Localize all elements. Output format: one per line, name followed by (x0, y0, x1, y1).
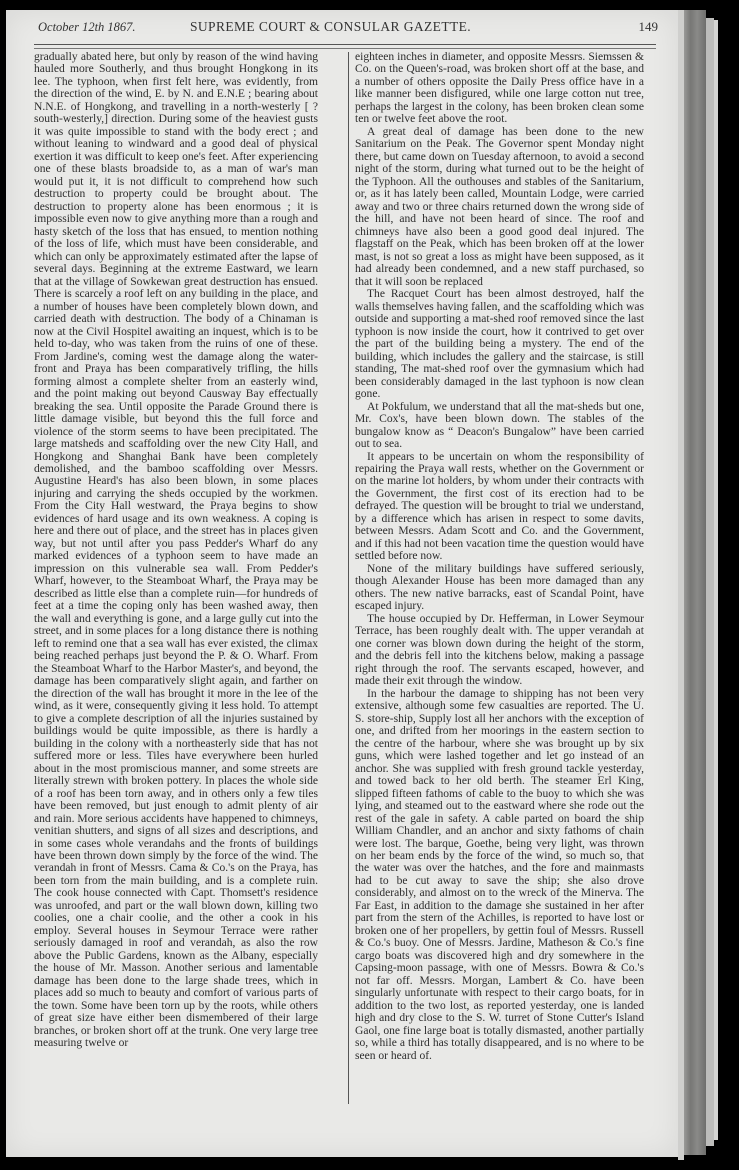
paragraph: In the harbour the damage to shipping has not been very extensive, although some few casualties are reported. The U. S. store-ship, Supply lost all her anchors with the exception of one, and drifted from her moorings in the eastern section to the centre of the harbour, where she was brought up by six guns, which were lashed together and let go instead of an anchor. She was supplied with fresh ground tackle yesterday, and towed back to her old berth. The steamer Erl King, slipped fifteen fathoms of cable to the buoy to which she was lying, and steamed out to the eastward where she rode out the rest of the gale in safety. A cable parted on board the ship William Chandler, and an anchor and sixty fathoms of chain were lost. The barque, Goethe, being very light, was thrown on her beam ends by the force of the wind, so much so, that the water was over the hatches, and the fore and mainmasts had to be cut away to save the ship; she also drove considerably, and almost on to the wreck of the Minerva. The Far East, in addition to the damage she sustained in her after part from the stern of the Achilles, is reported to have lost or broken one of her propellers, by gettin foul of Messrs. Russell & Co.'s buoy. One of Messrs. Jardine, Matheson & Co.'s fine cargo boats was discovered high and dry somewhere in the Capsing-moon passage, with one of Messrs. Bowra & Co.'s not far off. Messrs. Morgan, Lambert & Co. have been singularly unfortunate with respect to their cargo boats, for in addition to the two lost, as reported yesterday, one is landed high and dry close to the S. W. turret of Stone Cutter's Island Gaol, one fine large boat is totally dismasted, another partially so, while a third has totally disappeared, and is no where to be seen or heard of. (355, 687, 644, 1062)
header-rule (34, 44, 656, 45)
page-edge (706, 18, 714, 1146)
paragraph: At Pokfulum, we understand that all the mat-sheds but one, Mr. Cox's, have been blown down. The stables of the bungalow know as “ Deacon's Bungalow” have been carried out to sea. (355, 400, 644, 451)
paragraph: The house occupied by Dr. Hefferman, in Lower Seymour Terrace, has been roughly dealt with. The upper verandah at one corner was blown down during the height of the storm, and the debris fell into the kitchens below, making a passage right through the roof. The servants escaped, however, and made their exit through the window. (355, 612, 644, 688)
page-header (38, 19, 658, 41)
paragraph: eighteen inches in diameter, and opposite Messrs. Siemssen & Co. on the Queen's-road, was broken short off at the base, and a number of others opposite the Daily Press office have in a like manner been disfigured, while one large cotton nut tree, perhaps the largest in the colony, has been broken clean some ten or twelve feet above the root. (355, 51, 644, 126)
paragraph: None of the military buildings have suffered seriously, though Alexander House has been more damaged than any others. The new native barracks, east of Scandal Point, have escaped injury. (355, 562, 644, 613)
paragraph: The Racquet Court has been almost destroyed, half the walls themselves having fallen, and the scaffolding which was outside and supporting a mat-shed roof removed since the last typhoon is now inside the court, how it contrived to get over the part of the building being a mystery. The end of the building, which includes the gallery and the staircase, is still standing, The mat-shed roof over the gymnasium which had been considerably damaged in the last typhoon is now clean gone. (355, 288, 644, 401)
page-number: 149 (638, 19, 658, 34)
header-date: October 12th 1867. (38, 20, 136, 34)
header-title: SUPREME COURT & CONSULAR GAZETTE. (190, 19, 472, 34)
column-divider (348, 52, 349, 1104)
page-edge (714, 20, 718, 1140)
paragraph: It appears to be uncertain on whom the responsibility of repairing the Praya wall rests, whether on the Government or on the marine lot holders, by whom under their contracts with the Government, the first cost of its erection had to be defrayed. The question will be brought to trial we understand, by a difference which has arisen in respect to some davits, between Messrs. Adam Scott and Co. and the Government, and if this had not been vacation time the question would have settled before now. (355, 450, 644, 563)
paragraph: A great deal of damage has been done to the new Sanitarium on the Peak. The Governor spent Monday night there, but came down on Tuesday afternoon, to avoid a second night of the storm, during what turned out to be the height of the Typhoon. All the outhouses and stables of the Sanitarium, or, as it has lately been called, Mountain Lodge, were carried away and two or three chairs returned down the wrong side of the hill, and have not been heard of since. The roof and chimneys have also been a good good deal injured. The flagstaff on the Peak, which has been broken off at the lower mast, is not so great a loss as might have been supposed, as it had already been condemned, and a new staff purchased, so that it will soon be replaced (355, 125, 644, 288)
book-spine-edge (684, 10, 706, 1155)
left-column (34, 51, 318, 1050)
right-column (355, 51, 644, 1062)
paragraph: gradually abated here, but only by reason of the wind having hauled more Southerly, and thus brought Hongkong in its lee. The typhoon, when first felt here, was evidently, from the direction of the wind, E. by N. and E.N.E ; bearing about N.N.E. of Hongkong, and travelling in a north-westerly [ ? south-westerly,] direction. During some of the heaviest gusts it was quite impossible to stand with the body erect ; and without leaning to windward and a good deal of physical exertion it was difficult to keep one's feet. After experiencing one of these blasts broadside to, as a man of war's man would put it, it is not difficult to comprehend how such destruction to property could be brought about. The destruction to property alone has been enormous ; it is impossible even now to give anything more than a rough and hasty sketch of the loss that has ensued, to mention nothing of the loss of life, which must have been considerable, and which can only be approximately estimated after the lapse of several days. Beginning at the extreme Eastward, we learn that at the village of Sowkewan great destruction has ensued. There is scarcely a roof left on any building in the place, and a number of houses have been completely blown down, and carried death with destruction. The body of a Chinaman is now at the Civil Hospitel awaiting an inquest, which is to be held to-day, who was taken from the ruins of one of these. From Jardine's, coming west the damage along the water-front and Praya has been comparatively trifling, the hills forming almost a complete shelter from an easterly wind, and the point making out beyond Causway Bay effectually breaking the sea. Until opposite the Parade Ground there is little damage visible, but beyond this the full force and violence of the storm seems to have been precipitated. The large matsheds and scaffolding over the new City Hall, and Hongkong and Shanghai Bank have been completely demolished, and the bamboo scaffolding over Messrs. Augustine Heard's has also been blown, in some places injuring and carrying the sheds occupied by the workmen. From the City Hall westward, the Praya begins to show evidences of hard usage and its own weakness. A coping is here and there out of place, and the street has in places given way, but not until after you pass Pedder's Wharf do any marked evidences of a typhoon seem to have made an impression on this vulnerable sea wall. From Pedder's Wharf, however, to the Steamboat Wharf, the Praya may be described as little else than a complete ruin—for hundreds of feet at a time the coping only has been washed away, then the wall and everything is gone, and a large gully cut into the street, and in some places for a long distance there is nothing left to remind one that a sea wall has ever existed, the climax being reached perhaps just beyond the P. & O. Wharf. From the Steamboat Wharf to the Harbor Master's, and beyond, the damage has been comparatively slight again, and farther on the direction of the wall has brought it more in the lee of the wind, as it were, consequently giving it less hold. To attempt to give a complete description of all the injuries sustained by buildings would be quite impossible, as there is hardly a building in the colony with a northeasterly side that has not suffered more or less. Tiles have everywhere been hurled about in the most promiscious manner, and some streets are literally strewn with broken pottery. In places the whole side of a roof has been torn away, and in others only a few tiles have been removed, but just enough to admit plenty of air and rain. More serious accidents have happened to chimneys, venitian shutters, and signs of all sizes and descriptions, and in some cases whole verandahs and the fronts of buildings have been thrown down simply by the force of the wind. The verandah in front of Messrs. Cama & Co.'s on the Praya, has been torn from the main building, and is a complete ruin. The cook house connected with Capt. Thomsett's residence was unroofed, and part or the wall blown down, killing two coolies, one a chair coolie, and the other a cook in his employ. Several houses in Seymour Terrace were rather seriously damaged in roof and verandah, as also the row above the Public Gardens, known as the Albany, especially the house of Mr. Masson. Another serious and lamentable damage has been done to the large shade trees, which in places add so much to beauty and comfort of various parts of the town. Some have been torn up by the roots, while others of great size have either been dismembered of their large branches, or broken short off at the trunk. One very large tree measuring twelve or (34, 51, 318, 1050)
header-rule (34, 48, 656, 49)
